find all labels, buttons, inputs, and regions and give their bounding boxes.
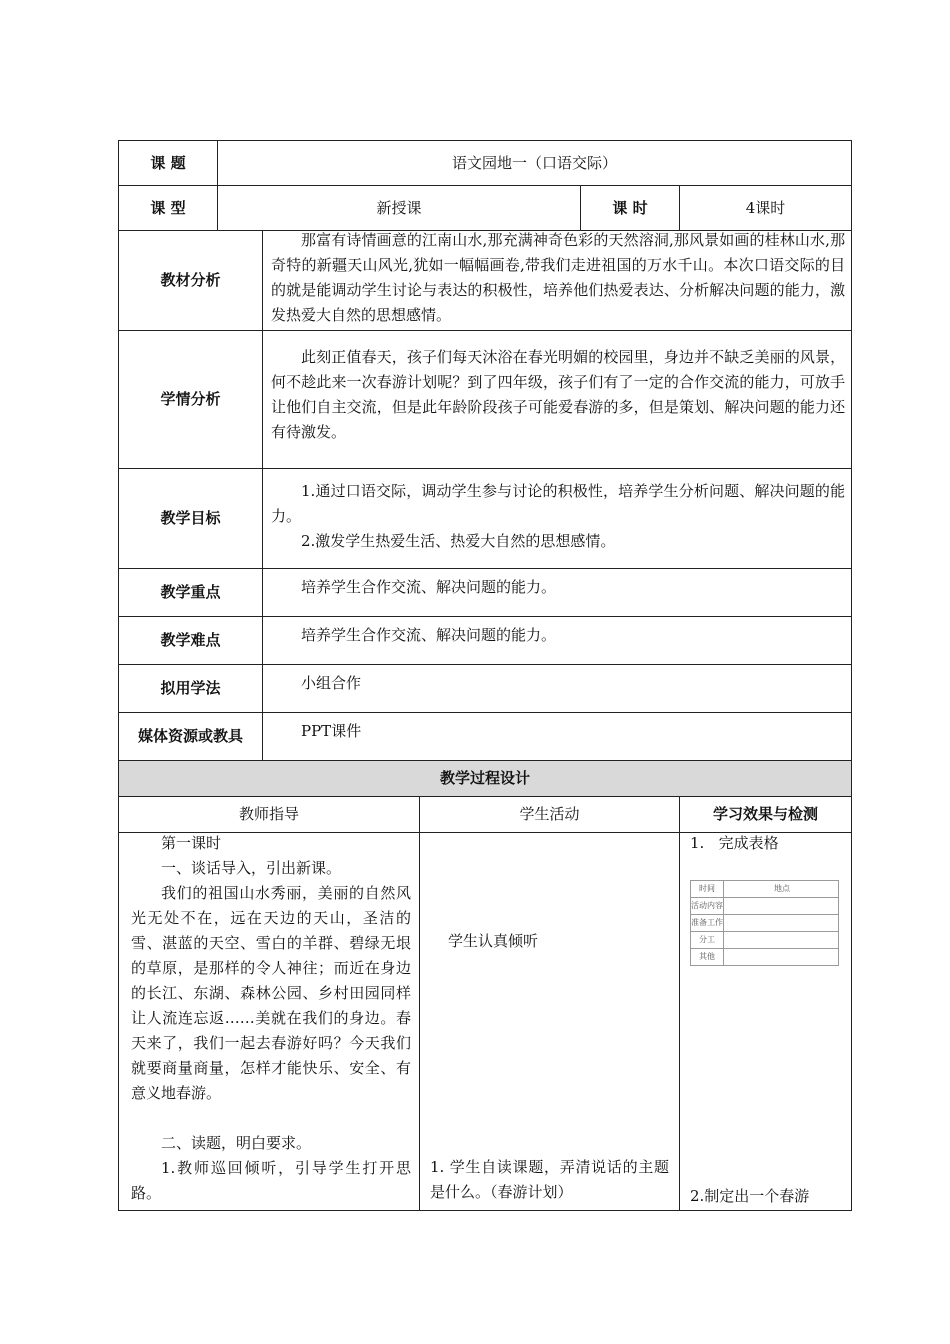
type-label: 课 型: [119, 186, 218, 231]
form-division-label: 分工: [691, 932, 724, 949]
col-student-header: 学生活动: [420, 797, 680, 833]
difficult-cell: [263, 617, 852, 665]
method-label: 拟用学法: [119, 665, 263, 713]
form-prep-blank: [724, 915, 839, 932]
teacher-step2: 二、读题，明白要求。: [161, 1134, 312, 1152]
goals-label: 教学目标: [119, 469, 263, 569]
teacher-step1: 一、谈话导入，引出新课。: [161, 859, 342, 877]
method-cell: [263, 665, 852, 713]
form-content-blank: [724, 898, 839, 915]
material-cell: [263, 231, 852, 331]
student-listen: 学生认真倾听: [448, 932, 539, 950]
goals-line1: 1.通过口语交际，调动学生参与讨论的积极性，培养学生分析问题、解决问题的能力。: [271, 482, 846, 525]
hours-label: 课 时: [581, 186, 680, 231]
student-item1: 1. 学生自读课题，弄清说话的主题是什么。（春游计划）: [430, 1158, 669, 1201]
topic-label: 课 题: [119, 141, 218, 186]
form-other-label: 其他: [691, 949, 724, 966]
form-other-blank: [724, 949, 839, 966]
type-value: 新授课: [218, 186, 581, 231]
goals-cell: [263, 469, 852, 569]
media-cell: [263, 713, 852, 761]
student-cell: [420, 833, 680, 1211]
teacher-lesson: 第一课时: [161, 834, 222, 852]
col-teacher-header: 教师指导: [119, 797, 420, 833]
teacher-para1: 我们的祖国山水秀丽，美丽的自然风光无处不在，远在天边的天山，圣洁的雪、湛蓝的天空、雪白的羊群、碧绿无垠的草原，是那样的令人神往；而近在身边的长江、东湖、森林公园、乡村田园同样让人流连忘返……美就在我们的身边。春天来了，我们一起去春游好吗？今天我们就要商量商量，怎样才能快乐、安全、有意义地春游。: [131, 884, 411, 1102]
difficult-label: 教学难点: [119, 617, 263, 665]
teacher-cell: [119, 833, 420, 1211]
key-label: 教学重点: [119, 569, 263, 617]
material-label: 教材分析: [119, 231, 263, 331]
hours-value: 4课时: [680, 186, 852, 231]
spring-trip-form: [690, 880, 839, 966]
key-cell: [263, 569, 852, 617]
form-place-label: 地点: [724, 881, 839, 898]
difficult-text: 培养学生合作交流、解决问题的能力。: [301, 626, 557, 644]
material-text: 那富有诗情画意的江南山水,那充满神奇色彩的天然溶洞,那风景如画的桂林山水,那奇特的新疆天山风光,犹如一幅幅画卷,带我们走进祖国的万水千山。本次口语交际的目的就是能调动学生讨论与表达的积极性，培养他们热爱表达、分析解决问题的能力，激发热爱大自然的思想感情。: [271, 231, 846, 324]
topic-value: 语文园地一（口语交际）: [218, 141, 852, 186]
goals-line2: 2.激发学生热爱生活、热爱大自然的思想感情。: [301, 532, 616, 550]
lesson-plan-table: [118, 140, 852, 1211]
process-title: 教学过程设计: [119, 761, 852, 797]
students-label: 学情分析: [119, 331, 263, 469]
method-text: 小组合作: [301, 674, 362, 692]
effect-item2: 2.制定出一个春游: [690, 1187, 810, 1205]
students-text: 此刻正值春天，孩子们每天沐浴在春光明媚的校园里，身边并不缺乏美丽的风景，何不趁此来一次春游计划呢？到了四年级，孩子们有了一定的合作交流的能力，可放手让他们自主交流，但是此年龄阶段孩子可能爱春游的多，但是策划、解决问题的能力还有待激发。: [271, 348, 846, 441]
teacher-item1: 1.教师巡回倾听，引导学生打开思路。: [131, 1159, 411, 1202]
form-content-label: 活动内容: [691, 898, 724, 915]
students-cell: [263, 331, 852, 469]
col-effect-header: 学习效果与检测: [680, 797, 852, 833]
key-text: 培养学生合作交流、解决问题的能力。: [301, 578, 557, 596]
media-label: 媒体资源或教具: [119, 713, 263, 761]
teacher-spacer: [131, 1106, 411, 1131]
effect-item1: 1. 完成表格: [690, 834, 779, 852]
effect-cell: [680, 833, 852, 1211]
media-text: PPT课件: [301, 722, 362, 740]
form-prep-label: 准备工作: [691, 915, 724, 932]
form-time-label: 时间: [691, 881, 724, 898]
form-division-blank: [724, 932, 839, 949]
